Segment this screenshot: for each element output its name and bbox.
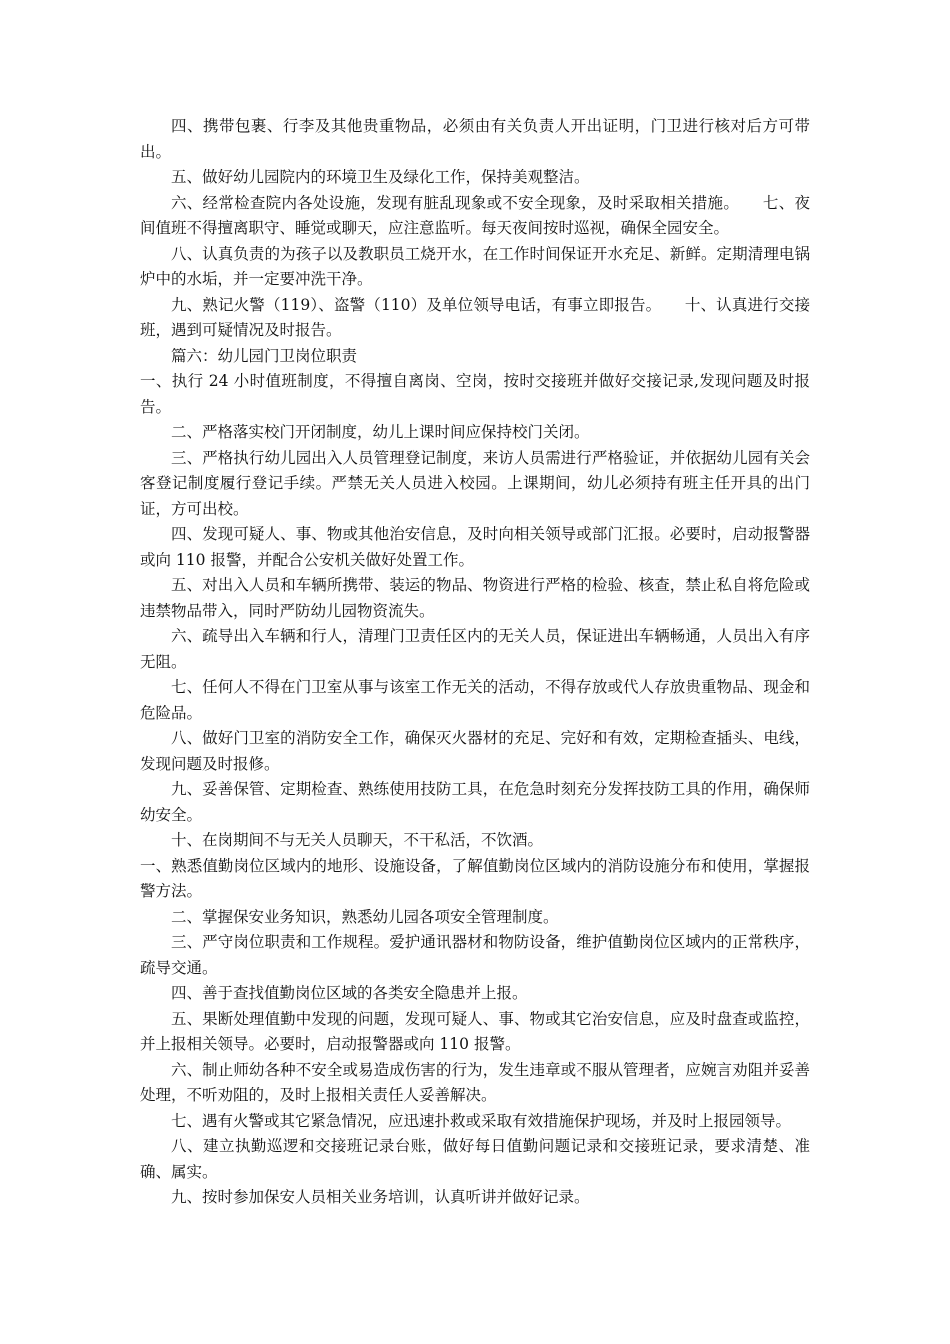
paragraph-security-item-7: 七、遇有火警或其它紧急情况，应迅速扑救或采取有效措施保护现场，并及时上报园领导。 [171,1111,792,1130]
paragraph-security-item-1: 一、熟悉值勤岗位区域内的地形、设施设备，了解值勤岗位区域内的消防设施分布和使用，掌握报警方法。 [140,856,810,900]
paragraph-item-9-10-emergency-numbers: 九、熟记火警（119）、盗警（110）及单位领导电话，有事立即报告。 十、认真进行交接班，遇到可疑情况及时报告。 [140,295,810,339]
paragraph-guard-item-4: 四、发现可疑人、事、物或其他治安信息，及时向相关领导或部门汇报。必要时，启动报警器或向 110 报警，并配合公安机关做好处置工作。 [140,525,810,569]
document-body [140,114,810,1211]
paragraph-guard-item-9: 九、妥善保管、定期检查、熟练使用技防工具，在危急时刻充分发挥技防工具的作用，确保师幼安全。 [140,780,810,824]
paragraph-security-item-4: 四、善于查找值勤岗位区域的各类安全隐患并上报。 [171,984,528,1002]
paragraph-security-item-8: 八、建立执勤巡逻和交接班记录台账，做好每日值勤问题记录和交接班记录，要求清楚、准确、属实。 [140,1137,810,1181]
paragraph-guard-item-5: 五、对出入人员和车辆所携带、装运的物品、物资进行严格的检验、核查，禁止私自将危险或违禁物品带入，同时严防幼儿园物资流失。 [140,576,810,620]
paragraph-guard-item-3: 三、严格执行幼儿园出入人员管理登记制度，来访人员需进行严格验证，并依据幼儿园有关会客登记制度履行登记手续。严禁无关人员进入校园。上课期间，幼儿必须持有班主任开具的出门证，方可出校。 [140,448,810,518]
paragraph-guard-item-6: 六、疏导出入车辆和行人，清理门卫责任区内的无关人员，保证进出车辆畅通，人员出入有序无阻。 [140,627,810,671]
paragraph-security-item-3: 三、严守岗位职责和工作规程。爱护通讯器材和物防设备，维护值勤岗位区域内的正常秩序，疏导交通。 [140,933,810,977]
paragraph-guard-item-7: 七、任何人不得在门卫室从事与该室工作无关的活动，不得存放或代人存放贵重物品、现金和危险品。 [140,678,810,722]
paragraph-item-6-7-inspection-night-duty: 六、经常检查院内各处设施，发现有脏乱现象或不安全现象，及时采取相关措施。 七、夜间值班不得擅离职守、睡觉或聊天，应注意监听。每天夜间按时巡视，确保全园安全。 [140,193,810,237]
paragraph-guard-item-1: 一、执行 24 小时值班制度，不得擅自离岗、空岗，按时交接班并做好交接记录,发现问题及时报告。 [140,372,810,416]
paragraph-security-item-5: 五、果断处理值勤中发现的问题，发现可疑人、事、物或其它治安信息，应及时盘查或监控，并上报相关领导。必要时，启动报警器或向 110 报警。 [140,1009,810,1053]
paragraph-guard-item-2: 二、严格落实校门开闭制度，幼儿上课时间应保持校门关闭。 [171,423,590,441]
paragraph-item-5-environment: 五、做好幼儿园院内的环境卫生及绿化工作，保持美观整洁。 [171,168,590,186]
paragraph-security-item-6: 六、制止师幼各种不安全或易造成伤害的行为，发生违章或不服从管理者，应婉言劝阻并妥善处理，不听劝阻的，及时上报相关责任人妥善解决。 [140,1060,810,1104]
paragraph-guard-item-10: 十、在岗期间不与无关人员聊天，不干私活，不饮酒。 [171,831,544,849]
section-heading-part-six: 篇六：幼儿园门卫岗位职责 [171,346,358,365]
paragraph-item-4-carry-out: 四、携带包裹、行李及其他贵重物品，必须由有关负责人开出证明，门卫进行核对后方可带出。 [140,117,810,161]
paragraph-security-item-2: 二、掌握保安业务知识，熟悉幼儿园各项安全管理制度。 [171,907,559,926]
paragraph-guard-item-8: 八、做好门卫室的消防安全工作，确保灭火器材的充足、完好和有效，定期检查插头、电线，发现问题及时报修。 [140,729,810,773]
paragraph-item-8-boiling-water: 八、认真负责的为孩子以及教职员工烧开水，在工作时间保证开水充足、新鲜。定期清理电锅炉中的水垢，并一定要冲洗干净。 [140,244,810,288]
paragraph-security-item-9: 九、按时参加保安人员相关业务培训，认真听讲并做好记录。 [171,1188,590,1206]
